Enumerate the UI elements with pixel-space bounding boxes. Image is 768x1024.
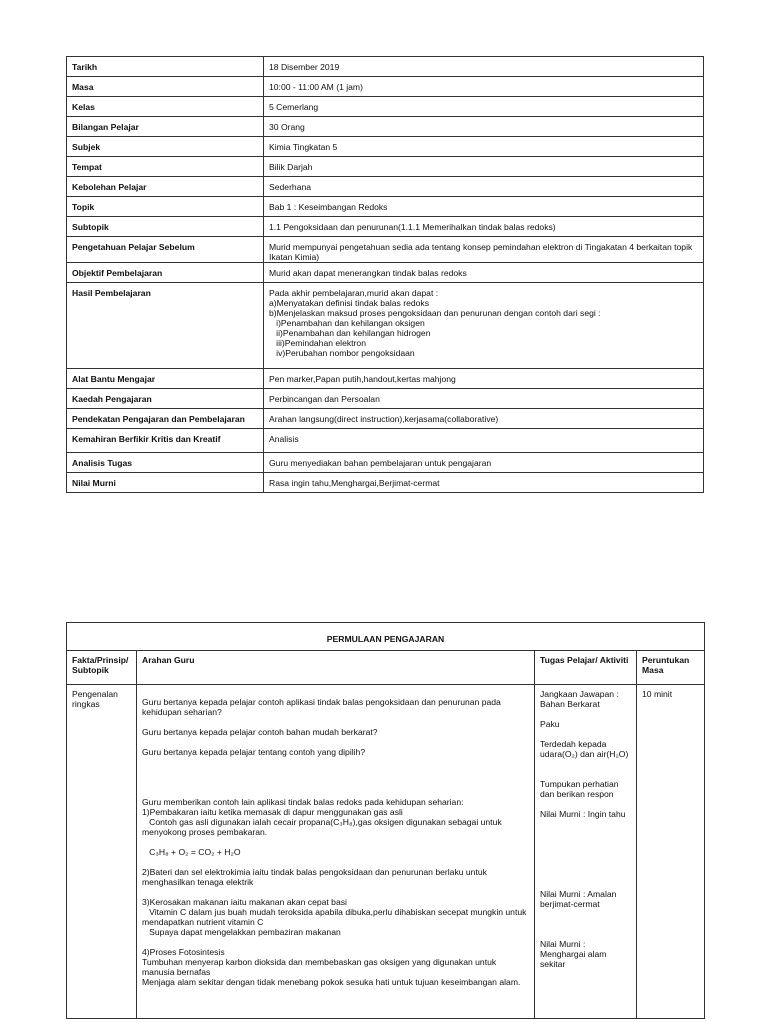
info-label: Pengetahuan Pelajar Sebelum [67,237,264,263]
info-value: 1.1 Pengoksidaan dan penurunan(1.1.1 Memerihalkan tindak balas redoks) [264,217,704,237]
subtopic-cell: Pengenalan ringkas [67,685,137,1019]
info-label: Tarikh [67,57,264,77]
arahan-guru-line: 1)Pembakaran iaitu ketika memasak di dapur menggunakan gas asli [142,807,403,817]
tugas-pelajar-line [540,919,631,929]
info-value-line: a)Menyatakan definisi tindak balas redoks [269,298,430,308]
lesson-plan-table [66,622,705,1019]
arahan-guru-line [142,767,529,777]
info-value: Kimia Tingkatan 5 [264,137,704,157]
arahan-guru-line: 3)Kerosakan makanan iaitu makanan akan cepat basi [142,897,347,907]
info-label: Subjek [67,137,264,157]
info-row [67,217,704,237]
info-value: 30 Orang [264,117,704,137]
info-row [67,473,704,493]
info-row [67,409,704,429]
arahan-guru-line: 2)Bateri dan sel elektrokimia iaitu tindak balas pengoksidaan dan penurunan berlaku untuk menghasilkan tenaga elektrik [142,867,490,887]
info-row [67,283,704,369]
info-value [264,283,704,369]
info-label: Nilai Murni [67,473,264,493]
arahan-guru-line [142,857,529,867]
tugas-pelajar-cell [535,685,637,1019]
info-label: Kelas [67,97,264,117]
info-value: Analisis [264,429,704,453]
info-row [67,369,704,389]
info-row [67,77,704,97]
arahan-guru-line [142,937,529,947]
time-cell: 10 minit [637,685,705,1019]
tugas-pelajar-line: Paku [540,719,560,729]
arahan-guru-line: Vitamin C dalam jus buah mudah teroksida apabila dibuka,perlu dihabiskan secepat mungkin untuk mendapatkan nutrient vitamin C [142,907,529,927]
tugas-pelajar-line [540,859,631,869]
info-row [67,237,704,263]
info-row [67,429,704,453]
info-row [67,177,704,197]
info-value: 5 Cemerlang [264,97,704,117]
info-label: Objektif Pembelajaran [67,263,264,283]
tugas-pelajar-line [540,819,631,829]
info-label: Analisis Tugas [67,453,264,473]
info-row [67,389,704,409]
info-label: Alat Bantu Mengajar [67,369,264,389]
tugas-pelajar-line: Nilai Murni : Amalan berjimat-cermat [540,889,619,909]
info-value-line: ii)Penambahan dan kehilangan hidrogen [269,328,431,338]
tugas-pelajar-line [540,759,631,769]
header-arahan-guru: Arahan Guru [137,651,535,685]
info-value: 10:00 - 11:00 AM (1 jam) [264,77,704,97]
info-row [67,117,704,137]
info-value: Sederhana [264,177,704,197]
info-value: Guru menyediakan bahan pembelajaran untuk pengajaran [264,453,704,473]
lesson-info-table [66,56,704,493]
info-label: Tempat [67,157,264,177]
arahan-guru-line: Tumbuhan menyerap karbon dioksida dan membebaskan gas oksigen yang digunakan untuk manusia bernafas [142,957,499,977]
tugas-pelajar-line: Nilai Murni : Menghargai alam sekitar [540,939,609,969]
info-value: Bilik Darjah [264,157,704,177]
tugas-pelajar-line [540,869,631,879]
info-value: Bab 1 : Keseimbangan Redoks [264,197,704,217]
info-label: Masa [67,77,264,97]
info-label: Kemahiran Berfikir Kritis dan Kreatif [67,429,264,453]
info-row [67,57,704,77]
tugas-pelajar-line [540,829,631,839]
info-value: Murid mempunyai pengetahuan sedia ada tentang konsep pemindahan elektron di Tingakatan 4 berkaitan topik Ikatan Kimia) [264,237,704,263]
info-value: 18 Disember 2019 [264,57,704,77]
arahan-guru-line: Guru bertanya kepada pelajar tentang contoh yang dipilih? [142,747,366,757]
info-value: Perbincangan dan Persoalan [264,389,704,409]
arahan-guru-line [142,777,529,787]
arahan-guru-line [142,837,529,847]
info-value-line: iii)Pemindahan elektron [269,338,366,348]
info-value-line: i)Penambahan dan kehilangan oksigen [269,318,425,328]
info-row [67,137,704,157]
info-row [67,97,704,117]
info-row [67,453,704,473]
info-row [67,157,704,177]
arahan-guru-line: Guru bertanya kepada pelajar contoh bahan mudah berkarat? [142,727,378,737]
info-label: Hasil Pembelajaran [67,283,264,369]
info-row [67,197,704,217]
tugas-pelajar-line [540,879,631,889]
info-label: Kaedah Pengajaran [67,389,264,409]
info-value-line: Pada akhir pembelajaran,murid akan dapat : [269,288,439,298]
tugas-pelajar-line [540,709,631,719]
arahan-guru-line [142,737,529,747]
info-label: Bilangan Pelajar [67,117,264,137]
tugas-pelajar-line: Jangkaan Jawapan : Bahan Berkarat [540,689,622,709]
info-value: Pen marker,Papan putih,handout,kertas mahjong [264,369,704,389]
arahan-guru-line: Guru memberikan contoh lain aplikasi tindak balas redoks pada kehidupan seharian: [142,797,464,807]
info-value: Rasa ingin tahu,Menghargai,Berjimat-cermat [264,473,704,493]
info-value-line: iv)Perubahan nombor pengoksidaan [269,348,415,358]
arahan-guru-line: C₃H₈ + O₂ = CO₂ + H₂O [142,847,241,857]
arahan-guru-line [142,717,529,727]
arahan-guru-line: Menjaga alam sekitar dengan tidak menebang pokok sesuka hati untuk tujuan keseimbangan alam. [142,977,521,987]
arahan-guru-cell [137,685,535,1019]
tugas-pelajar-line [540,849,631,859]
info-value: Murid akan dapat menerangkan tindak balas redoks [264,263,704,283]
tugas-pelajar-line: Terdedah kepada udara(O₂) dan air(H₂O) [540,739,629,759]
arahan-guru-line: Contoh gas asli digunakan ialah cecair propana(C₃H₈),gas oksigen digunakan sebagai untuk menyokong proses pembakaran. [142,817,505,837]
tugas-pelajar-line [540,799,631,809]
info-value: Arahan langsung(direct instruction),kerjasama(collaborative) [264,409,704,429]
tugas-pelajar-line [540,909,631,919]
arahan-guru-line [142,787,529,797]
header-tugas-pelajar: Tugas Pelajar/ Aktiviti [535,651,637,685]
info-row [67,263,704,283]
tugas-pelajar-line [540,769,631,779]
arahan-guru-line [142,887,529,897]
tugas-pelajar-line: Tumpukan perhatian dan berikan respon [540,779,621,799]
tugas-pelajar-line: Nilai Murni : Ingin tahu [540,809,626,819]
arahan-guru-line [142,757,529,767]
arahan-guru-line: 4)Proses Fotosintesis [142,947,225,957]
section-title: PERMULAAN PENGAJARAN [67,623,705,651]
info-label: Pendekatan Pengajaran dan Pembelajaran [67,409,264,429]
tugas-pelajar-line [540,729,631,739]
tugas-pelajar-line [540,929,631,939]
arahan-guru-line: Supaya dapat mengelakkan pembaziran makanan [142,927,341,937]
tugas-pelajar-line [540,839,631,849]
info-label: Subtopik [67,217,264,237]
info-value-line: b)Menjelaskan maksud proses pengoksidaan dan penurunan dengan contoh dari segi : [269,308,601,318]
header-fakta: Fakta/Prinsip/ Subtopik [67,651,137,685]
header-peruntukan-masa: Peruntukan Masa [637,651,705,685]
info-label: Topik [67,197,264,217]
arahan-guru-line: Guru bertanya kepada pelajar contoh aplikasi tindak balas pengoksidaan dan penurunan pada kehidupan seharian? [142,697,504,717]
info-label: Kebolehan Pelajar [67,177,264,197]
